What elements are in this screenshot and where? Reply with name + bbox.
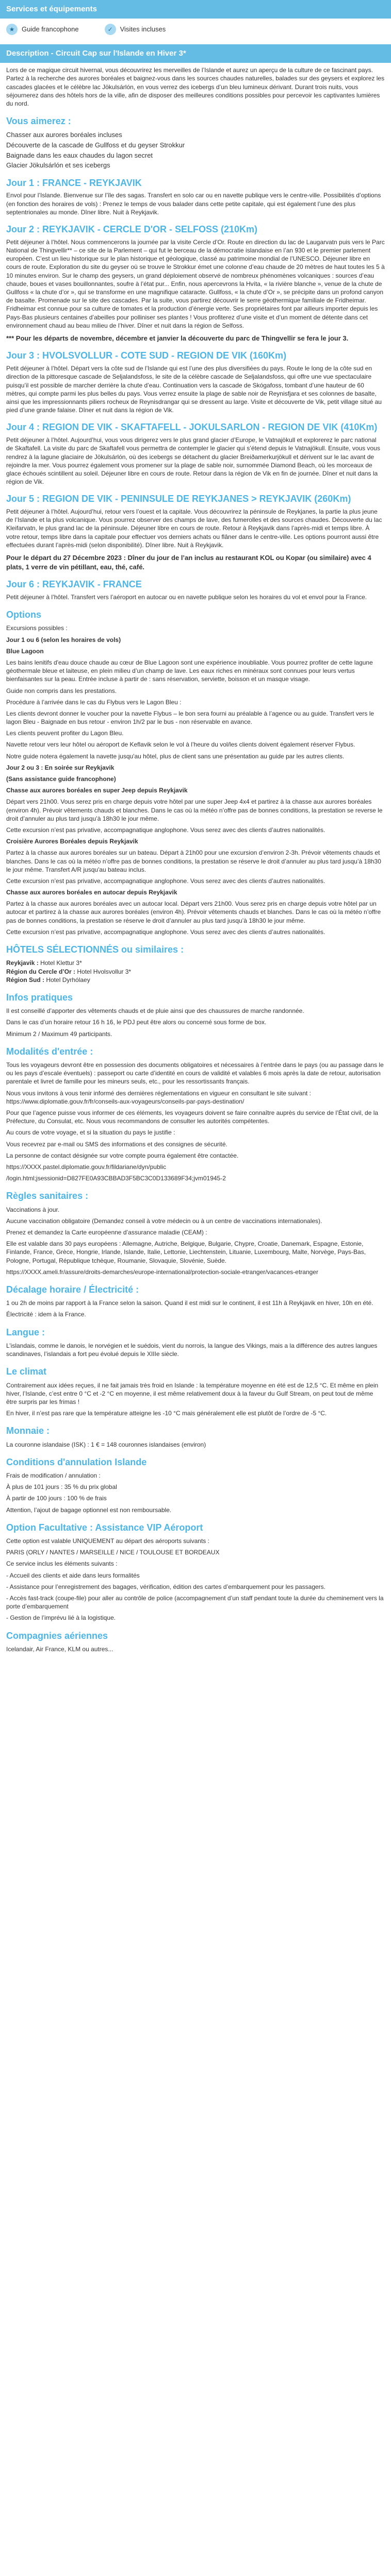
day-2-note: *** Pour les départs de novembre, décembre et janvier la découverte du parc de Thingvellir se fera le jour 3. <box>6 334 349 342</box>
options-line: Cette excursion n’est pas privative, accompagnatique anglophone. Vous serez avec des clients d’autres nationalités. <box>6 826 325 834</box>
compagnies-title: Compagnies aériennes <box>6 1630 108 1641</box>
options-line: Notre guide notera également la navette jusqu'au hôtel, plus de client sans une présentation au guide par les autres clients. <box>6 752 345 760</box>
day-2-text: Petit déjeuner à l’hôtel. Nous commencerons la journée par la visite Cercle d’Or. Route en direction du lac de Laugarvatn puis vers le Parc National de Thingvellir** – ce site de la Parlement – qui fut le berceau de la démocratie islandaise en l’an 930 et le premier parlement européen. C’est un lieu historique sur le plan historique et géologique, classé au patrimoine mondial de l’UNESCO. Déjeuner libre en cours de route. Exploration du site du geyser où se trouve le Strokkur émet une colonne d’eau chaude de 20 mètres de haut toutes les 5 à 10 minutes environ. Sur le champ des geysers, un grand déploiement observé de nombreux phénomènes volcaniques : sources d’eau chaude, boues et vases bouillonnantes, soufre à l’état pur... Enfin, nous apercevrons la Hvíta, « la rivière blanche », venue de la chute de Gullfoss « la chute d’or », qui se transforme en une magnifique cataracte. Gullfoss, « la chute d’Or », se précipite dans un profond canyon de basalte. Promenade sur le site des cascades. Par la suite, vous partirez découvrir le serre géothermique familiale de Fridheimar. Fridheimar est connue pour sa culture de tomates et la production d’énergie verte. Ses propriétaires font par ailleurs importer depuis les Pays-Bas plusieurs centaines d’abeilles pour polliniser ses plantes ! Vous profiterez d’une visite et d’un moment de détente dans cet environnement chaud au beau milieu de l’hiver. Dîner et nuit dans la région de Selfoss. <box>6 238 385 329</box>
day-5-note: Pour le départ du 27 Décembre 2023 : Dîner du jour de l’an inclus au restaurant KOL ou Kopar (ou similaire) avec 4 plats, 1 verre de vin pétillant, eau, thé, café. <box>6 554 371 571</box>
day-6-text: Petit déjeuner à l’hôtel. Transfert vers l’aéroport en autocar ou en navette publique selon les horaires du vol et envol pour la France. <box>6 593 367 601</box>
annulation-line: À plus de 101 jours : 35 % du prix global <box>6 1483 117 1491</box>
facultative-line: - Assistance pour l’enregistrement des bagages, vérification, édition des cartes d’embarquement pour les passagers. <box>6 1583 326 1590</box>
options-intro: Excursions possibles : <box>6 624 68 632</box>
description-title: Description - Circuit Cap sur l'Islande en Hiver 3* <box>6 49 186 58</box>
options-line: Départ vers 21h00. Vous serez pris en charge depuis votre hôtel par une super Jeep 4x4 et partirez à la chasse aux aurores boréales (environ 4h). Prévoir vêtements chauds et blanches. Dans le cas où la météo n’offre pas de bonnes conditions, la prestation se reverse le droit d’annuler au plus tard jusqu’à 18h30 le jour même. <box>6 798 383 822</box>
options-line: Cette excursion n’est pas privative, accompagnatique anglophone. Vous serez avec des clients d’autres nationalités. <box>6 877 325 885</box>
langue-title: Langue : <box>6 1327 45 1337</box>
day-5-text: Petit déjeuner à l’hôtel. Aujourd’hui, retour vers l’ouest et la capitale. Vous découvrirez la péninsule de Reykjanes, la partie la plus jeune de l’Islande et la plus volcanique. Vous pourrez observer des champs de lave, des fumerolles et des sources chaudes. Découverte du lac Kleifarvatn, le plus grand lac de la péninsule. Déjeuner libre en cours de route. Retour à Reykjavik dans l’après-midi et temps libre. À votre retour, temps libre dans la capitale pour effectuer vos derniers achats ou flâner dans le centre-ville. Les options pourront aussi être effectuées durant l’après-midi (selon disponibilité). Dîner libre. Nuit à Reykjavik. <box>6 508 382 549</box>
services-header-bar <box>0 0 391 19</box>
hotel-value: Hotel Hvolsvollur 3* <box>77 968 132 975</box>
service-item-visits <box>105 24 166 35</box>
vous-aimerez-item: Découverte de la cascade de Gullfoss et du geyser Strokkur <box>6 141 185 149</box>
options-line: Jour 1 ou 6 (selon les horaires de vols) <box>6 636 121 643</box>
modalites-line: La personne de contact désignée sur votre compte pourra également être contactée. <box>6 1151 239 1159</box>
day-3-title: Jour 3 : HVOLSVOLLUR - COTE SUD - REGION DE VIK (160Km) <box>6 350 287 361</box>
hotel-label: Région Sud : <box>6 976 44 984</box>
day-4-text: Petit déjeuner à l’hôtel. Aujourd’hui, vous vous dirigerez vers le plus grand glacier d’Europe, le Vatnajökull et explorerez le parc national de Skaftafell. La visite du parc de Skaftafell vous permettra de contempler le glacier qui s’étend depuis le Vatnajökull. Ensuite, vous vous rendrez à la lagune glaciaire de Jökulsárlón, où des icebergs se détachent du glacier Breiðamerkurjökull et dérivent sur le lac avant de rejoindre la mer. Vous pourrez également vous promener sur la plage de sable noir, surnommée Diamond Beach, où les morceaux de glace échoués scintillent au soleil. Déjeuner libre en cours de route. Retour dans la région de Vik en fin de journée. Dîner et nuit dans la région de Vik. <box>6 436 380 486</box>
sanitaires-line: Aucune vaccination obligatoire (Demandez conseil à votre médecin ou à un centre de vaccinations internationales). <box>6 1217 322 1225</box>
options-line: Partez à la chasse aux aurores boréales sur un bateau. Départ à 21h00 pour une excursion d’environ 2-3h. Prévoir vêtements chauds et blanches. Dans le cas où la météo n’offre pas de bonnes conditions, la prestation se réserve le droit d’annuler au plus tard jusqu’à 18h30 le jour même. Transfert A/R jusqu'au bateau inclus. <box>6 849 381 873</box>
options-line: Partez à la chasse aux aurores boréales avec un autocar local. Départ vers 21h00. Vous serez pris en charge depuis votre hôtel par un autocar et partirez à la chasse aux aurores boréales (environ 4h). Prévoir vêtements chauds et blanches. Dans le cas où la météo n’offre pas de bonnes conditions, la prestation se réserve le droit d’annuler au plus tard jusqu’à 18h30 le jour même. <box>6 900 381 924</box>
options-line: Croisière Aurores Boréales depuis Reykjavik <box>6 838 138 845</box>
monnaie-text: La couronne islandaise (ISK) : 1 € = 148 couronnes islandaises (environ) <box>6 1440 206 1448</box>
facultative-title: Option Facultative : Assistance VIP Aéroport <box>6 1522 203 1533</box>
modalites-title: Modalités d'entrée : <box>6 1046 93 1057</box>
annulation-line: Frais de modification / annulation : <box>6 1472 101 1480</box>
modalites-line: Pour que l’agence puisse vous informer de ces éléments, les voyageurs doivent se faire connaître auprès du service de l’État civil, de la Préfecture, du Consulat, etc. Nous vous recommandons de consulter les autorités compétentes. <box>6 1109 379 1125</box>
options-line: Guide non compris dans les prestations. <box>6 687 117 694</box>
day-2-title: Jour 2 : REYKJAVIK - CERCLE D'OR - SELFOSS (210Km) <box>6 224 258 235</box>
options-line: Les clients devront donner le voucher pour la navette Flybus – le bon sera fourni au préalable à l’agence ou au guide. Transfert vers le lagon Bleu - Baignade en bus retour - environ 1h/2 par le bus - non réservable en avance. <box>6 709 374 726</box>
options-line: Les bains lenitifs d'eau douce chaude au cœur de Blue Lagoon sont une expérience inoubliable. Vous pourrez profiter de cette lagune géothermale bleue et laiteuse, en plein milieu d’un champ de lave. Les eaux riches en minéraux sont connues pour leurs vertus bienfaisantes sur la peau. Entrée incluse à partir de : sans réservation, serviette, boisson et un masque visage. <box>6 658 373 683</box>
options-line: Les clients peuvent profiter du Lagon Bleu. <box>6 730 124 737</box>
options-line: Chasse aux aurores boréales en autocar depuis Reykjavik <box>6 889 177 896</box>
sanitaires-line: Vaccinations à jour. <box>6 1206 60 1213</box>
options-line: Procédure à l’arrivée dans le cas du Flybus vers le Lagon Bleu : <box>6 698 182 706</box>
modalites-line: Au cours de votre voyage, et si la situation du pays le justifie : <box>6 1129 175 1137</box>
decalage-line: Électricité : idem à la France. <box>6 1311 86 1318</box>
facultative-line: - Accueil des clients et aide dans leurs formalités <box>6 1571 140 1579</box>
options-line: (Sans assistance guide francophone) <box>6 775 116 783</box>
hotel-label: Région du Cercle d’Or : <box>6 968 76 975</box>
decalage-title: Décalage horaire / Électricité : <box>6 1284 139 1295</box>
modalites-line: Vous recevrez par e-mail ou SMS des informations et des consignes de sécurité. <box>6 1140 227 1148</box>
service-item-guide <box>6 24 79 35</box>
compagnies-text: Icelandair, Air France, KLM ou autres... <box>6 1645 113 1653</box>
vous-aimerez-item: Chasser aux aurores boréales incluses <box>6 131 122 139</box>
services-row <box>0 19 391 40</box>
infos-line: Dans le cas d’un horaire retour 16 h 16, le PDJ peut être alors ou concerné sous forme de box. <box>6 1019 267 1026</box>
day-4-title: Jour 4 : REGION DE VIK - SKAFTAFELL - JOKULSARLON - REGION DE VIK (410Km) <box>6 422 378 433</box>
hotel-label: Reykjavik : <box>6 959 39 967</box>
annulation-line: À partir de 100 jours : 100 % de frais <box>6 1495 107 1502</box>
sanitaires-line: Prenez et demandez la Carte européenne d’assurance maladie (CEAM) : <box>6 1228 207 1236</box>
modalites-line: Nous vous invitons à vous tenir informé des dernières réglementations en vigueur en consultant le site suivant : https://www.diplomatie.gouv.fr/fr/conseils-aux-voyageurs/conseils-par-pays-destination/ <box>6 1089 311 1105</box>
annulation-title: Conditions d'annulation Islande <box>6 1456 147 1467</box>
vous-aimerez-title: Vous aimerez : <box>6 116 71 127</box>
annulation-line: Attention, l’ajout de bagage optionnel est non remboursable. <box>6 1506 172 1514</box>
sanitaires-title: Règles sanitaires : <box>6 1191 89 1201</box>
bottom-spacer <box>6 1656 385 1662</box>
langue-text: L’islandais, comme le danois, le norvégien et le suédois, vient du norrois, la langue des Vikings, mais a la différence des autres langues scandinaves, l’islandais a fort peu évolué depuis le XIIIe siècle. <box>6 1342 378 1358</box>
intro-text: Lors de ce magique circuit hivernal, vous découvrirez les merveilles de l’Islande et aurez un aperçu de la culture de ce fascinant pays. Partez à la recherche des aurores boréales et baignez-vous dans les sources chaudes naturelles, balades sur des geysers et explorez les cascades glacées et le célèbre lac Jökulsárlón, en vous verrez des icebergs d’un bleu lumineux dérivant. Durant trois nuits, vous séjournerez dans des hôtels hors de la ville, afin de disposer des meilleures conditions possibles pour percevoir les captivantes lumières du nord. <box>6 66 385 107</box>
options-line: Jour 2 ou 3 : En soirée sur Reykjavik <box>6 764 115 771</box>
facultative-line: Cette option est valable UNIQUEMENT au départ des aéroports suivants : <box>6 1537 209 1545</box>
day-3-text: Petit déjeuner à l’hôtel. Départ vers la côte sud de l’Islande qui est l’une des plus diversifiées du pays. Route le long de la côte sud en direction de la pittoresque cascade de Seljalandsfoss, le site de la célèbre cascade de Seljalandsfoss, qui offre une vue spectaculaire puisqu’il est possible de marcher derrière la chute d’eau. Continuation vers la cascade de Skógafoss, tombant d’une hauteur de 60 mètres, qui compte parmi les plus belles du pays. Vous verrez ensuite la plage de sable noir de Reynisfjara et ses colonnes de basalte, ainsi que les impressionnants piliers rocheux de Reynisdrangar qui se dressent au large. Visite et découverte de Vik, petit village situé au pied d’une grande falaise. Dîner et nuit dans la région de Vik. <box>6 365 382 414</box>
infos-title: Infos pratiques <box>6 992 73 1003</box>
hotel-row <box>6 976 385 984</box>
facultative-line: - Gestion de l’imprévu lié à la logistique. <box>6 1614 116 1622</box>
options-line: Navette retour vers leur hôtel ou aéroport de Keflavik selon le vol à l’heure du vol/les clients doivent également réserver Flybus. <box>6 741 355 749</box>
day-1-title: Jour 1 : FRANCE - REYKJAVIK <box>6 177 142 188</box>
visits-icon: ✓ <box>105 24 116 35</box>
infos-line: Il est conseillé d’apporter des vêtements chauds et de pluie ainsi que des chaussures de marche randonnée. <box>6 1007 304 1015</box>
hotels-title: HÔTELS SÉLECTIONNÉS ou similaires : <box>6 944 184 955</box>
hotels-list <box>6 959 385 984</box>
description-header-bar <box>0 44 391 63</box>
guide-icon: ★ <box>6 24 18 35</box>
hotel-value: Hotel Dyrhólaey <box>46 976 90 984</box>
options-line: Cette excursion n’est pas privative, accompagnatique anglophone. Vous serez avec des clients d’autres nationalités. <box>6 928 325 936</box>
facultative-line: PARIS (ORLY / NANTES / MARSEILLE / NICE / TOULOUSE ET BORDEAUX <box>6 1549 220 1556</box>
options-line: Chasse aux aurores boréales en super Jeep depuis Reykjavik <box>6 787 188 794</box>
modalites-line: Tous les voyageurs devront être en possession des documents obligatoires et nécessaires à l’entrée dans le pays (ou au passage dans le ou les pays d’escale éventuels) : passeport ou carte d’identité en cours de validité et valables 6 mois après la date de retour, autorisation parentale et livret de famille pour les mineurs seuls, etc., pour les ressortissants français. <box>6 1061 384 1086</box>
service-label-guide: Guide francophone <box>22 25 79 33</box>
sanitaires-line: https://XXXX.ameli.fr/assure/droits-demarches/europe-international/protection-sociale-etranger/vacances-etranger <box>6 1268 318 1276</box>
climat-line: En hiver, il n’est pas rare que la température atteigne les -10 °C mais généralement elle est plutôt de l’ordre de -5 °C. <box>6 1410 327 1417</box>
modalites-line: /login.html;jsessionid=D827FE0A93CBBAD3F5BC3C0D133689F34;jvm01945-2 <box>6 1175 226 1182</box>
vous-aimerez-list <box>6 130 385 170</box>
facultative-line: - Accès fast-track (coupe-file) pour aller au contrôle de police (accompagnement d’un staff pendant toute la durée du cheminement vers la porte d’embarquement <box>6 1595 384 1611</box>
decalage-line: 1 ou 2h de moins par rapport à la France selon la saison. Quand il est midi sur le continent, il est 11h à Reykjavik en hiver, 10h en été. <box>6 1299 373 1307</box>
services-title: Services et équipements <box>6 4 97 13</box>
day-1-text: Envol pour l’Islande. Bienvenue sur l’île des sagas. Transfert en solo car ou en navette publique vers le centre-ville. Possibilités d’options (en fonction des horaires de vols) : Prenez le temps de vous balader dans cette petite capitale, qui est également l’une des plus septentrionales au monde. Dîner libre. Nuit à Reykjavik. <box>6 192 381 216</box>
climat-line: Contrairement aux idées reçues, il ne fait jamais très froid en Islande : la température moyenne en été est de 12,5 °C. Et même en plein hiver, l’Islande, c’est entre 0 °C et -2 °C en moyenne, il est même relativement doux à la faveur du Gulf Stream, on peut tout de même être surpris par les frimas ! <box>6 1381 379 1405</box>
service-label-visits: Visites incluses <box>120 25 166 33</box>
vous-aimerez-item: Glacier Jökulsárlón et ses icebergs <box>6 161 110 170</box>
climat-title: Le climat <box>6 1366 47 1377</box>
options-title: Options <box>6 609 41 620</box>
modalites-line: https://XXXX.pastel.diplomatie.gouv.fr/fildariane/dyn/public <box>6 1163 166 1171</box>
day-6-title: Jour 6 : REYKJAVIK - FRANCE <box>6 579 142 590</box>
day-5-title: Jour 5 : REGION DE VIK - PENINSULE DE REYKJANES > REYKJAVIK (260Km) <box>6 494 351 504</box>
monnaie-title: Monnaie : <box>6 1426 50 1436</box>
facultative-line: Ce service inclus les éléments suivants : <box>6 1560 118 1568</box>
options-line: Blue Lagoon <box>6 647 44 655</box>
description-content <box>0 66 391 1662</box>
options-lines <box>6 636 385 936</box>
infos-line: Minimum 2 / Maximum 49 participants. <box>6 1030 112 1038</box>
vous-aimerez-item: Baignade dans les eaux chaudes du lagon secret <box>6 151 153 159</box>
hotel-row <box>6 968 385 976</box>
hotel-row <box>6 959 385 967</box>
sanitaires-line: Elle est valable dans 30 pays européens : Allemagne, Autriche, Belgique, Bulgarie, Chypre, Croatie, Danemark, Espagne, Estonie, Finlande, France, Grèce, Hongrie, Irlande, Islande, Italie, Lettonie, Liechtenstein, Lituanie, Luxembourg, Malte, Norvège, Pays-Bas, Pologne, Portugal, République tchèque, Roumanie, Slovaquie, Slovénie, Suède. <box>6 1240 366 1264</box>
hotel-value: Hotel Klettur 3* <box>40 959 82 967</box>
